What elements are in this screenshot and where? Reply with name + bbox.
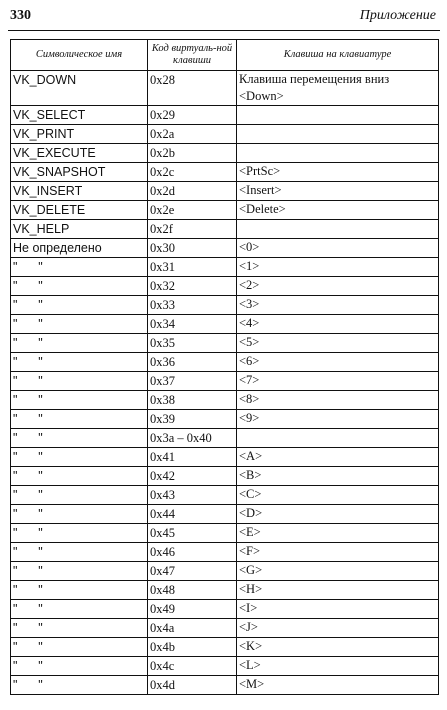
table-row <box>11 600 439 619</box>
virtual-code-cell: 0x43 <box>148 486 237 505</box>
keyboard-key-cell: <7> <box>237 372 439 391</box>
symbolic-name-cell: " " <box>11 277 148 296</box>
keyboard-key-cell: <9> <box>237 410 439 429</box>
keyboard-key-cell: <I> <box>237 600 439 619</box>
symbolic-name-cell: " " <box>11 334 148 353</box>
symbolic-name-cell: VK_PRINT <box>11 125 148 144</box>
column-header-keyboard-key: Клавиша на клавиатуре <box>237 40 439 71</box>
virtual-code-cell: 0x37 <box>148 372 237 391</box>
symbolic-name-cell: VK_INSERT <box>11 182 148 201</box>
table-row <box>11 467 439 486</box>
table-row <box>11 410 439 429</box>
keyboard-key-cell: <E> <box>237 524 439 543</box>
table-row <box>11 201 439 220</box>
symbolic-name-cell: " " <box>11 448 148 467</box>
keyboard-key-cell: <F> <box>237 543 439 562</box>
keyboard-key-cell <box>237 220 439 239</box>
symbolic-name-cell: VK_SNAPSHOT <box>11 163 148 182</box>
keyboard-key-cell: <1> <box>237 258 439 277</box>
keyboard-key-cell <box>237 144 439 163</box>
virtual-code-cell: 0x28 <box>148 71 237 106</box>
symbolic-name-cell: " " <box>11 638 148 657</box>
symbolic-name-cell: " " <box>11 391 148 410</box>
virtual-code-cell: 0x3a – 0x40 <box>148 429 237 448</box>
keyboard-key-cell: <8> <box>237 391 439 410</box>
table-row <box>11 106 439 125</box>
virtual-code-cell: 0x29 <box>148 106 237 125</box>
symbolic-name-cell: " " <box>11 619 148 638</box>
symbolic-name-cell: VK_HELP <box>11 220 148 239</box>
symbolic-name-cell: " " <box>11 315 148 334</box>
table-row <box>11 391 439 410</box>
table-row <box>11 486 439 505</box>
virtual-code-cell: 0x2e <box>148 201 237 220</box>
table-row <box>11 239 439 258</box>
symbolic-name-cell: " " <box>11 353 148 372</box>
keyboard-key-cell: <Delete> <box>237 201 439 220</box>
table-row <box>11 334 439 353</box>
virtual-code-cell: 0x38 <box>148 391 237 410</box>
symbolic-name-cell: " " <box>11 524 148 543</box>
virtual-code-cell: 0x42 <box>148 467 237 486</box>
virtual-code-cell: 0x46 <box>148 543 237 562</box>
table-row <box>11 258 439 277</box>
symbolic-name-cell: " " <box>11 562 148 581</box>
virtual-code-cell: 0x4a <box>148 619 237 638</box>
virtual-code-cell: 0x34 <box>148 315 237 334</box>
keyboard-key-cell: <PrtSc> <box>237 163 439 182</box>
virtual-code-cell: 0x39 <box>148 410 237 429</box>
table-row <box>11 619 439 638</box>
keyboard-key-cell: <M> <box>237 676 439 695</box>
virtual-code-cell: 0x2d <box>148 182 237 201</box>
table-row <box>11 182 439 201</box>
virtual-code-cell: 0x33 <box>148 296 237 315</box>
virtual-code-cell: 0x30 <box>148 239 237 258</box>
virtual-code-cell: 0x4c <box>148 657 237 676</box>
virtual-code-cell: 0x41 <box>148 448 237 467</box>
keyboard-key-cell <box>237 429 439 448</box>
table-header-row <box>11 40 439 71</box>
virtual-key-table <box>10 39 439 695</box>
virtual-code-cell: 0x49 <box>148 600 237 619</box>
header-rule <box>8 30 440 31</box>
table-row <box>11 638 439 657</box>
table-row <box>11 524 439 543</box>
keyboard-key-cell: <C> <box>237 486 439 505</box>
keyboard-key-cell: <Insert> <box>237 182 439 201</box>
symbolic-name-cell: " " <box>11 410 148 429</box>
table-row <box>11 277 439 296</box>
table-row <box>11 429 439 448</box>
table-row <box>11 163 439 182</box>
keyboard-key-cell: <2> <box>237 277 439 296</box>
keyboard-key-cell: <H> <box>237 581 439 600</box>
virtual-code-cell: 0x4b <box>148 638 237 657</box>
symbolic-name-cell: " " <box>11 657 148 676</box>
symbolic-name-cell: VK_EXECUTE <box>11 144 148 163</box>
symbolic-name-cell: " " <box>11 543 148 562</box>
section-title: Приложение <box>359 8 436 23</box>
page-header <box>8 6 438 28</box>
keyboard-key-cell: <J> <box>237 619 439 638</box>
table-row <box>11 353 439 372</box>
table-row <box>11 220 439 239</box>
symbolic-name-cell: " " <box>11 505 148 524</box>
table-row <box>11 657 439 676</box>
keyboard-key-cell: <A> <box>237 448 439 467</box>
symbolic-name-cell: " " <box>11 600 148 619</box>
keyboard-key-cell: <L> <box>237 657 439 676</box>
symbolic-name-cell: " " <box>11 296 148 315</box>
table-row <box>11 296 439 315</box>
keyboard-key-cell <box>237 106 439 125</box>
virtual-code-cell: 0x45 <box>148 524 237 543</box>
keyboard-key-cell: <5> <box>237 334 439 353</box>
symbolic-name-cell: VK_DOWN <box>11 71 148 106</box>
table-row <box>11 315 439 334</box>
column-header-virtual-code: Код виртуаль-ной клавиши <box>148 40 237 71</box>
virtual-code-cell: 0x36 <box>148 353 237 372</box>
keyboard-key-cell: <6> <box>237 353 439 372</box>
table-row <box>11 125 439 144</box>
page-number: 330 <box>10 8 31 23</box>
table-row <box>11 144 439 163</box>
virtual-code-cell: 0x2a <box>148 125 237 144</box>
keyboard-key-cell: <K> <box>237 638 439 657</box>
symbolic-name-cell: VK_SELECT <box>11 106 148 125</box>
virtual-code-cell: 0x47 <box>148 562 237 581</box>
virtual-code-cell: 0x2c <box>148 163 237 182</box>
virtual-code-cell: 0x2f <box>148 220 237 239</box>
column-header-symbolic-name: Символическое имя <box>11 40 148 71</box>
symbolic-name-cell: " " <box>11 258 148 277</box>
table-row <box>11 543 439 562</box>
table-row <box>11 581 439 600</box>
keyboard-key-cell: <4> <box>237 315 439 334</box>
virtual-code-cell: 0x44 <box>148 505 237 524</box>
keyboard-key-cell <box>237 125 439 144</box>
table-row <box>11 562 439 581</box>
virtual-code-cell: 0x48 <box>148 581 237 600</box>
virtual-code-cell: 0x4d <box>148 676 237 695</box>
keyboard-key-cell: <G> <box>237 562 439 581</box>
keyboard-key-cell: Клавиша перемещения вниз <Down> <box>237 71 439 106</box>
table-row <box>11 505 439 524</box>
symbolic-name-cell: " " <box>11 429 148 448</box>
keyboard-key-cell: <B> <box>237 467 439 486</box>
symbolic-name-cell: " " <box>11 581 148 600</box>
table-row <box>11 676 439 695</box>
virtual-code-cell: 0x31 <box>148 258 237 277</box>
symbolic-name-cell: " " <box>11 467 148 486</box>
symbolic-name-cell: " " <box>11 486 148 505</box>
virtual-code-cell: 0x2b <box>148 144 237 163</box>
table-row <box>11 448 439 467</box>
symbolic-name-cell: Не определено <box>11 239 148 258</box>
virtual-code-cell: 0x32 <box>148 277 237 296</box>
keyboard-key-cell: <0> <box>237 239 439 258</box>
table-row <box>11 372 439 391</box>
keyboard-key-cell: <3> <box>237 296 439 315</box>
table-row <box>11 71 439 106</box>
symbolic-name-cell: " " <box>11 676 148 695</box>
symbolic-name-cell: " " <box>11 372 148 391</box>
keyboard-key-cell: <D> <box>237 505 439 524</box>
symbolic-name-cell: VK_DELETE <box>11 201 148 220</box>
table-body <box>11 71 439 695</box>
virtual-code-cell: 0x35 <box>148 334 237 353</box>
